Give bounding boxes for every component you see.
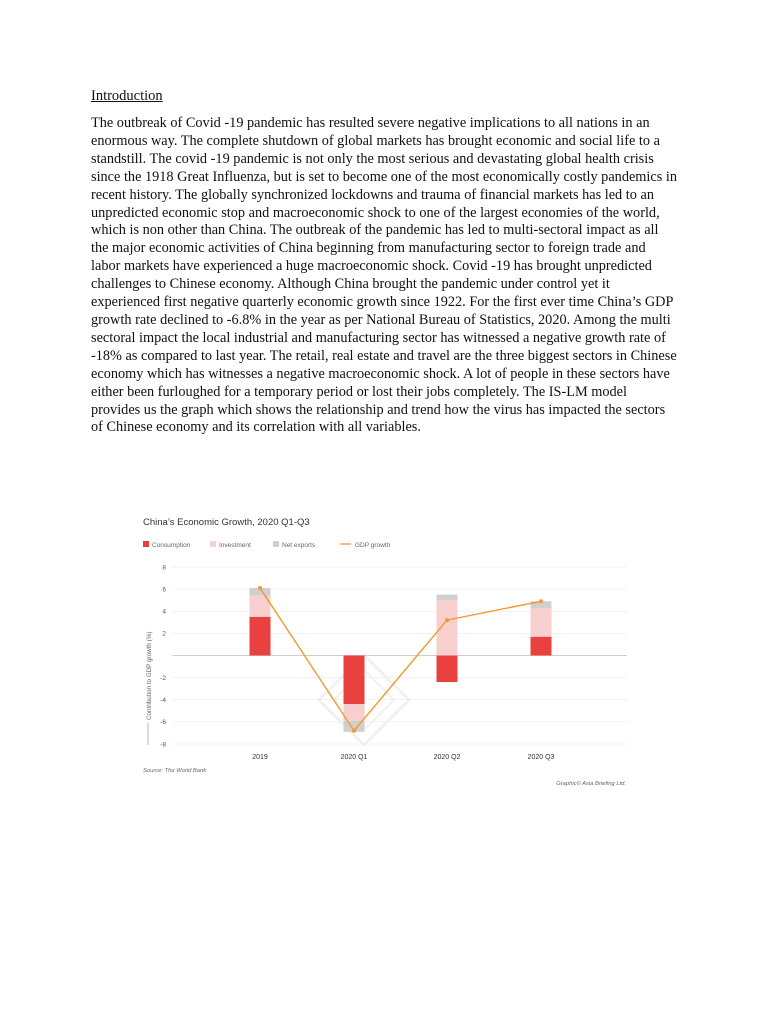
bar-consumption [531,637,552,656]
x-axis-categories [252,754,554,761]
y-tick-label: 4 [162,608,166,616]
y-tick-label: -8 [160,741,166,749]
x-category-label: 2019 [252,754,268,761]
gdp-growth-point [258,586,262,590]
bar-investment [344,704,365,721]
y-tick-label: 6 [162,586,166,594]
chart-credit: Graphic© Asia Briefing Ltd. [556,781,626,787]
chart-figure [134,510,634,795]
gdp-chart [134,510,634,795]
gdp-growth-point [445,618,449,622]
chart-legend [143,541,391,549]
legend-swatch-investment [210,541,216,547]
legend-label-consumption: Consumption [152,542,191,549]
chart-title: China’s Economic Growth, 2020 Q1-Q3 [143,517,310,528]
legend-label-net-exports: Net exports [282,542,316,549]
bar-consumption [250,617,271,656]
y-tick-label: 8 [162,564,166,572]
y-tick-label: 2 [162,630,166,638]
y-tick-label: -6 [160,719,166,727]
legend-swatch-consumption [143,541,149,547]
x-category-label: 2020 Q3 [527,754,555,761]
bar-net-exports [437,595,458,601]
bar-consumption [344,656,365,705]
y-tick-label: -4 [160,697,166,705]
chart-grid [172,567,627,744]
y-axis-label: Contribution to GDP growth (%) [146,631,153,720]
bar-investment [531,608,552,637]
gdp-growth-line [258,586,543,733]
legend-label-gdp-growth: GDP growth [355,542,391,549]
section-heading: Introduction [91,88,163,104]
gdp-growth-point [539,599,543,603]
chart-source: Source: The World Bank [143,768,207,774]
body-paragraph: The outbreak of Covid -19 pandemic has resulted severe negative implications to all nations in an enormous way. The complete shutdown of global markets has brought economic and social life to a standstill. The covid -19 pandemic is not only the most serious and devastating global health crisis since the 1918 Great Influenza, but is set to become one of the most economically costly pandemics in recent history. The globally synchronized lockdowns and trauma of financial markets has led to an unpredicted economic stop and macroeconomic shock to one of the largest economies of the world, which is non other than China. The outbreak of the pandemic has led to multi-sectoral impact as all the major economic activities of China beginning from manufacturing sector to foreign trade and labor markets have experienced a huge macroeconomic shock. Covid -19 has brought unpredicted challenges to Chinese economy. Although China brought the pandemic under control yet it experienced first negative quarterly economic growth since 1922. For the first ever time China’s GDP growth rate declined to -6.8% in the year as per National Bureau of Statistics, 2020. Among the multi sectoral impact the local industrial and manufacturing sector has witnessed a negative growth rate of -18% as compared to last year. The retail, real estate and travel are the three biggest sectors in Chinese economy which has witnesses a negative macroeconomic shock. A lot of people in these sectors have either been furloughed for a temporary period or lost their jobs completely. The IS-LM model provides us the graph which shows the relationship and trend how the virus has impacted the sectors of Chinese economy and its correlation with all variables. [91,115,678,436]
y-tick-label: -2 [160,674,166,682]
bar-consumption [437,656,458,683]
legend-swatch-net-exports [273,541,279,547]
legend-label-investment: Investment [219,542,251,549]
x-category-label: 2020 Q2 [433,754,461,761]
x-category-label: 2020 Q1 [340,754,368,761]
gdp-growth-point [352,729,356,733]
y-axis-ticks [160,564,166,748]
